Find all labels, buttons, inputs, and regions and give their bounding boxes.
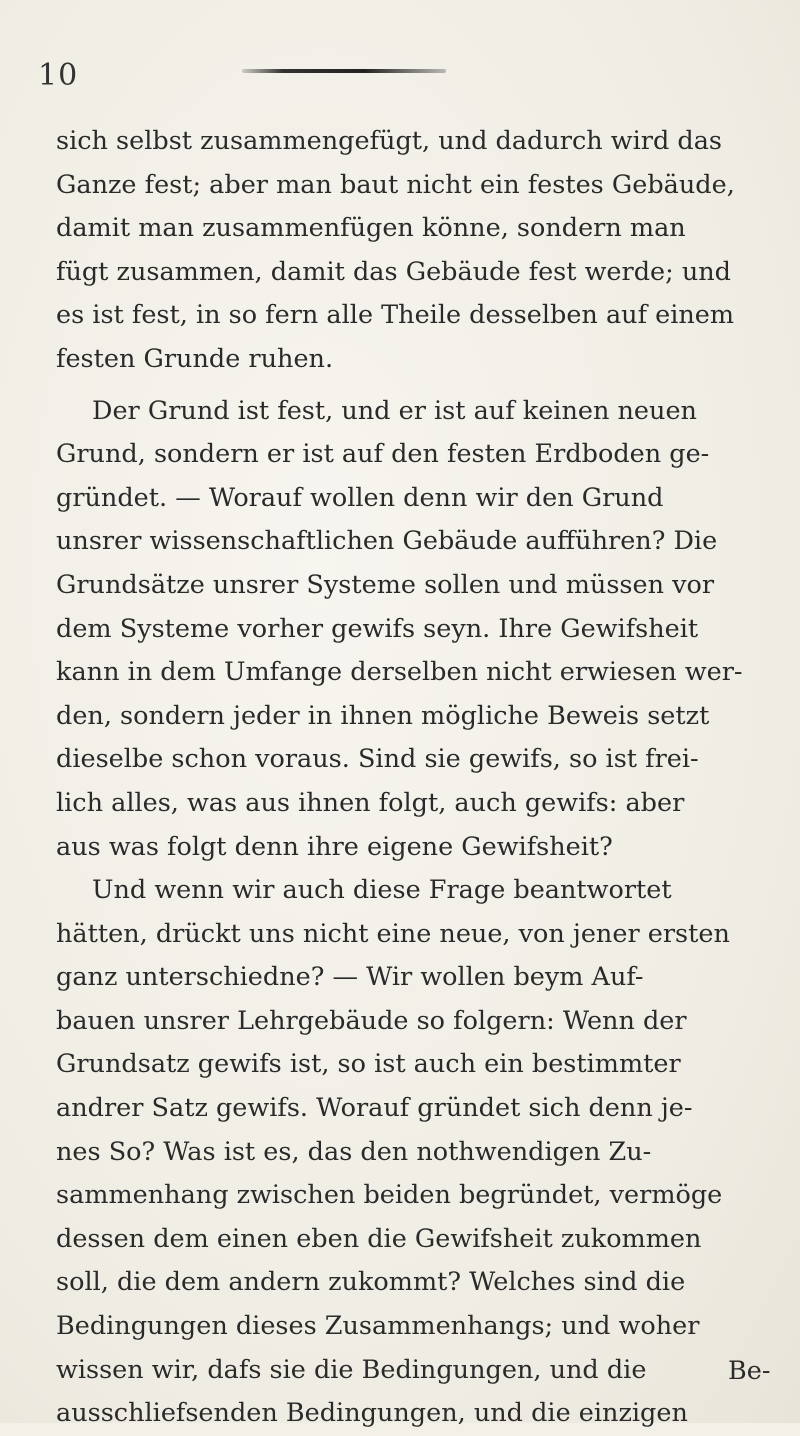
- paragraph-2: [56, 390, 776, 870]
- text-line: aus was folgt denn ihre eigene Gewifsheit?: [56, 831, 613, 862]
- text-line: festen Grunde ruhen.: [56, 343, 334, 374]
- text-line: bauen unsrer Lehrgebäude so folgern: Wenn der: [56, 1005, 687, 1036]
- text-line: hätten, drückt uns nicht eine neue, von jener ersten: [56, 918, 730, 949]
- text-line: nes So? Was ist es, das den nothwendigen Zu-: [56, 1136, 652, 1167]
- text-line: den, sondern jeder in ihnen mögliche Beweis setzt: [56, 700, 710, 731]
- text-line: Grundsatz gewifs ist, so ist auch ein bestimmter: [56, 1049, 681, 1080]
- text-line: Grund, sondern er ist auf den festen Erdboden ge-: [56, 439, 710, 470]
- text-line: unsrer wissenschaftlichen Gebäude aufführen? Die: [56, 526, 718, 557]
- text-line: dessen dem einen eben die Gewifsheit zukommen: [56, 1223, 702, 1254]
- text-line: andrer Satz gewifs. Worauf gründet sich denn je-: [56, 1093, 693, 1124]
- text-line: damit man zusammenfügen könne, sondern man: [56, 213, 686, 244]
- text-line: lich alles, was aus ihnen folgt, auch gewifs: aber: [56, 787, 685, 818]
- text-line: ganz unterschiedne? — Wir wollen beym Auf-: [56, 962, 644, 993]
- text-line: es ist fest, in so fern alle Theile desselben auf einem: [56, 300, 735, 331]
- text-line: Bedingungen dieses Zusammenhangs; und woher: [56, 1311, 700, 1342]
- text-line: soll, die dem andern zukommt? Welches sind die: [56, 1267, 686, 1298]
- text-line: kann in dem Umfange derselben nicht erwiesen wer-: [56, 657, 743, 688]
- text-line: dem Systeme vorher gewifs seyn. Ihre Gewifsheit: [56, 613, 699, 644]
- catchword: Be-: [728, 1356, 771, 1386]
- text-line: wissen wir, dafs sie die Bedingungen, und die: [56, 1354, 647, 1385]
- text-line: ausschliefsenden Bedingungen, und die einzigen: [56, 1398, 688, 1429]
- header-rule: [242, 69, 446, 73]
- paragraph-3: [56, 869, 776, 1436]
- text-line: Ganze fest; aber man baut nicht ein festes Gebäude,: [56, 169, 735, 200]
- text-line: dieselbe schon voraus. Sind sie gewifs, so ist frei-: [56, 744, 699, 775]
- paragraph-1: [56, 120, 776, 382]
- text-line: fügt zusammen, damit das Gebäude fest werde; und: [56, 256, 731, 287]
- body-text: [56, 120, 776, 1436]
- text-line: Der Grund ist fest, und er ist auf keinen neuen: [92, 395, 697, 426]
- text-line: Grundsätze unsrer Systeme sollen und müssen vor: [56, 569, 715, 600]
- text-line: Und wenn wir auch diese Frage beantwortet: [92, 875, 672, 906]
- page-number: 10: [38, 58, 79, 93]
- text-line: gründet. — Worauf wollen denn wir den Grund: [56, 482, 664, 513]
- text-line: sich selbst zusammengefügt, und dadurch wird das: [56, 126, 722, 156]
- text-line: sammenhang zwischen beiden begründet, vermöge: [56, 1180, 723, 1211]
